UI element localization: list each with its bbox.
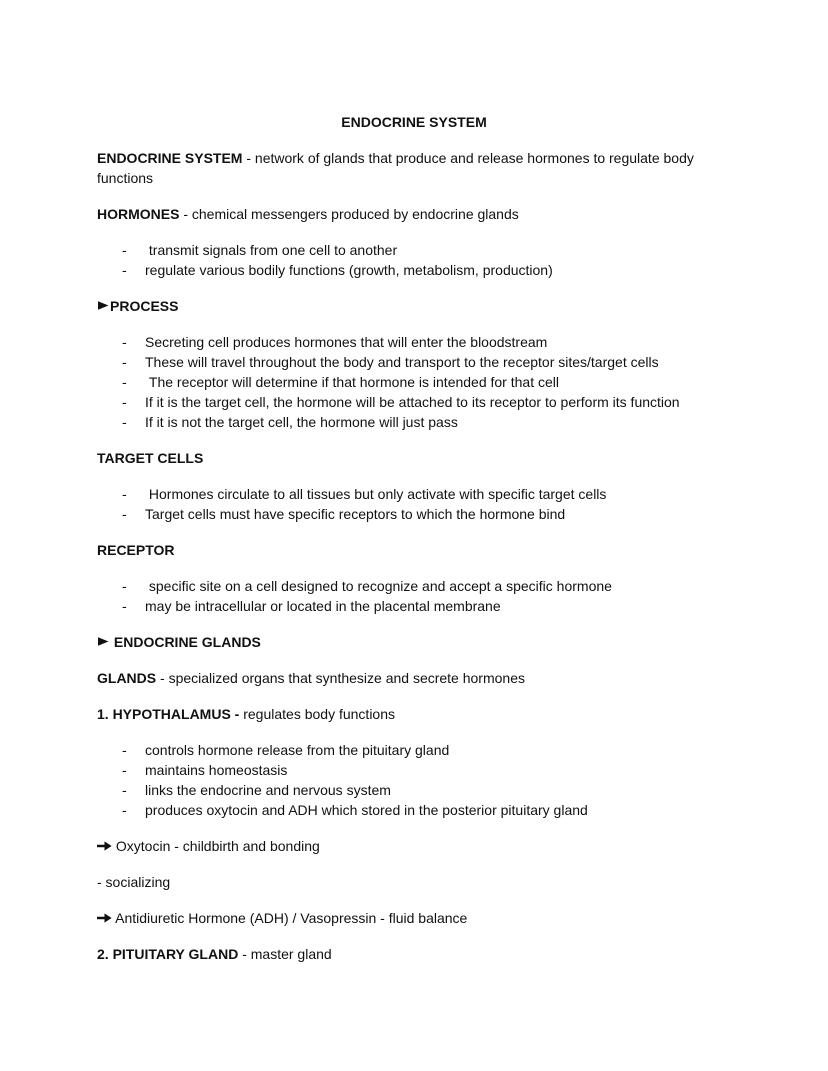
list-item	[97, 800, 731, 820]
text: - network of glands that produce and release hormones to regulate body functions	[97, 150, 698, 186]
hormones-definition	[97, 204, 731, 224]
dash-bullet: -	[122, 354, 127, 370]
bold-text: ENDOCRINE SYSTEM	[97, 150, 243, 166]
hormones-list	[97, 240, 731, 280]
list-item	[97, 332, 731, 352]
list-item	[97, 504, 731, 524]
hypothalamus-list	[97, 740, 731, 820]
list-item	[97, 352, 731, 372]
document-title: ENDOCRINE SYSTEM	[341, 114, 487, 130]
list-item	[97, 780, 731, 800]
list-item-text: transmit signals from one cell to another	[145, 242, 398, 258]
list-item-text: If it is not the target cell, the hormone will just pass	[145, 414, 458, 430]
dash-bullet: -	[122, 802, 127, 818]
chevron-arrowhead-icon	[97, 299, 110, 312]
list-item-text: Secreting cell produces hormones that will enter the bloodstream	[145, 334, 548, 350]
dash-bullet: -	[122, 262, 127, 278]
chevron-arrowhead-icon	[97, 635, 110, 648]
list-item-text: If it is the target cell, the hormone will be attached to its receptor to perform its function	[145, 394, 680, 410]
dash-bullet: -	[122, 334, 127, 350]
list-item-text: links the endocrine and nervous system	[145, 782, 391, 798]
list-item-text: The receptor will determine if that hormone is intended for that cell	[145, 374, 559, 390]
target-cells-heading	[97, 448, 731, 468]
list-item-text: produces oxytocin and ADH which stored in the posterior pituitary gland	[145, 802, 588, 818]
dash-bullet: -	[122, 598, 127, 614]
list-item	[97, 740, 731, 760]
dash-bullet: -	[122, 742, 127, 758]
text: Antidiuretic Hormone (ADH) / Vasopressin - fluid balance	[112, 910, 468, 926]
adh-line	[97, 908, 731, 928]
bold-text: ENDOCRINE GLANDS	[110, 634, 261, 650]
list-item	[97, 596, 731, 616]
dash-bullet: -	[122, 374, 127, 390]
text: regulates body functions	[239, 706, 395, 722]
list-item	[97, 484, 731, 504]
text: Oxytocin - childbirth and bonding	[112, 838, 320, 854]
list-item-text: may be intracellular or located in the placental membrane	[145, 598, 501, 614]
process-list	[97, 332, 731, 432]
bold-text: PROCESS	[110, 298, 179, 314]
bold-text: HORMONES	[97, 206, 180, 222]
bold-text: TARGET CELLS	[97, 450, 204, 466]
list-item-text: Target cells must have specific receptors to which the hormone bind	[145, 506, 566, 522]
list-item-text: controls hormone release from the pituitary gland	[145, 742, 450, 758]
right-arrow-icon	[97, 840, 112, 852]
list-item	[97, 372, 731, 392]
list-item	[97, 760, 731, 780]
target-cells-list	[97, 484, 731, 524]
list-item	[97, 260, 731, 280]
glands-definition	[97, 668, 731, 688]
hypothalamus-heading	[97, 704, 731, 724]
list-item	[97, 240, 731, 260]
bold-text: GLANDS	[97, 670, 157, 686]
list-item	[97, 412, 731, 432]
receptor-heading	[97, 540, 731, 560]
list-item-text: maintains homeostasis	[145, 762, 288, 778]
socializing-line	[97, 872, 731, 892]
list-item-text: These will travel throughout the body and transport to the receptor sites/target cells	[145, 354, 659, 370]
dash-bullet: -	[122, 506, 127, 522]
bold-text: RECEPTOR	[97, 542, 175, 558]
list-item-text: specific site on a cell designed to recognize and accept a specific hormone	[145, 578, 612, 594]
dash-bullet: -	[122, 394, 127, 410]
pituitary-heading	[97, 944, 731, 964]
document-blocks	[97, 148, 731, 964]
receptor-list	[97, 576, 731, 616]
right-arrow-icon	[97, 912, 112, 924]
list-item-text: regulate various bodily functions (growth, metabolism, production)	[145, 262, 553, 278]
list-item	[97, 392, 731, 412]
dash-bullet: -	[122, 782, 127, 798]
list-item	[97, 576, 731, 596]
text: - chemical messengers produced by endocrine glands	[179, 206, 519, 222]
dash-bullet: -	[122, 242, 127, 258]
text: - socializing	[97, 874, 171, 890]
bold-text: 2. PITUITARY GLAND	[97, 946, 239, 962]
text: - master gland	[238, 946, 332, 962]
dash-bullet: -	[122, 486, 127, 502]
dash-bullet: -	[122, 414, 127, 430]
dash-bullet: -	[122, 578, 127, 594]
oxytocin-line	[97, 836, 731, 856]
bold-text: 1. HYPOTHALAMUS -	[97, 706, 240, 722]
endocrine-glands-heading	[97, 632, 731, 652]
list-item-text: Hormones circulate to all tissues but only activate with specific target cells	[145, 486, 607, 502]
dash-bullet: -	[122, 762, 127, 778]
text: - specialized organs that synthesize and secrete hormones	[156, 670, 525, 686]
endocrine-system-definition	[97, 148, 731, 188]
process-heading	[97, 296, 731, 316]
